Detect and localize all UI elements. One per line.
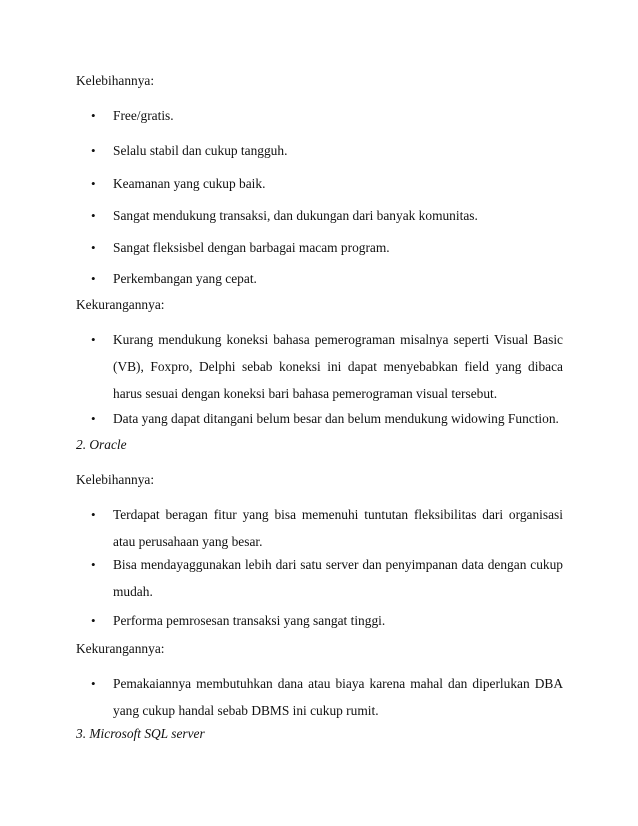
bullet-icon: • bbox=[91, 613, 96, 628]
list-item bbox=[91, 501, 563, 555]
list-item-text: Sangat mendukung transaksi, dan dukungan dari banyak komunitas. bbox=[113, 208, 478, 223]
list-item-text: Keamanan yang cukup baik. bbox=[113, 176, 266, 191]
list-item bbox=[91, 405, 563, 432]
list-item bbox=[91, 202, 563, 229]
list-item bbox=[91, 234, 563, 261]
bullet-icon: • bbox=[91, 507, 96, 522]
list-item bbox=[91, 551, 563, 605]
list-item bbox=[91, 265, 563, 292]
bullet-icon: • bbox=[91, 557, 96, 572]
list-item bbox=[91, 170, 563, 197]
list-item-text: Sangat fleksisbel dengan barbagai macam program. bbox=[113, 240, 390, 255]
list-item-text: Data yang dapat ditangani belum besar dan belum mendukung widowing Function. bbox=[113, 411, 559, 426]
list-item-text: Pemakaiannya membutuhkan dana atau biaya karena mahal dan diperlukan DBA yang cukup handal sebab DBMS ini cukup rumit. bbox=[113, 676, 563, 718]
bullet-icon: • bbox=[91, 176, 96, 191]
list-item bbox=[91, 326, 563, 407]
list-item bbox=[91, 670, 563, 724]
section-heading-sqlserver: 3. Microsoft SQL server bbox=[76, 726, 205, 741]
list-item bbox=[91, 607, 563, 634]
bullet-icon: • bbox=[91, 143, 96, 158]
bullet-icon: • bbox=[91, 240, 96, 255]
list-item bbox=[91, 102, 563, 129]
advantages-label: Kelebihannya: bbox=[76, 472, 155, 487]
advantages-label: Kelebihannya: bbox=[76, 73, 155, 88]
list-item-text: Performa pemrosesan transaksi yang sangat tinggi. bbox=[113, 613, 386, 628]
list-item-text: Selalu stabil dan cukup tangguh. bbox=[113, 143, 288, 158]
list-item-text: Bisa mendayaggunakan lebih dari satu server dan penyimpanan data dengan cukup mudah. bbox=[113, 557, 563, 599]
bullet-icon: • bbox=[91, 108, 96, 123]
list-item-text: Perkembangan yang cepat. bbox=[113, 271, 257, 286]
list-item-text: Kurang mendukung koneksi bahasa pemerograman misalnya seperti Visual Basic (VB), Foxpro, Delphi sebab koneksi ini dapat menyebabkan field yang dibaca harus sesuai dengan koneksi bari bahasa pemerograman visual tersebut. bbox=[113, 332, 563, 401]
list-item bbox=[91, 137, 563, 164]
bullet-icon: • bbox=[91, 676, 96, 691]
section-heading-oracle: 2. Oracle bbox=[76, 437, 127, 452]
bullet-icon: • bbox=[91, 208, 96, 223]
bullet-icon: • bbox=[91, 411, 96, 426]
disadvantages-label: Kekurangannya: bbox=[76, 297, 165, 312]
disadvantages-label: Kekurangannya: bbox=[76, 641, 165, 656]
bullet-icon: • bbox=[91, 332, 96, 347]
bullet-icon: • bbox=[91, 271, 96, 286]
list-item-text: Free/gratis. bbox=[113, 108, 174, 123]
list-item-text: Terdapat beragan fitur yang bisa memenuhi tuntutan fleksibilitas dari organisasi atau perusahaan yang besar. bbox=[113, 507, 563, 549]
